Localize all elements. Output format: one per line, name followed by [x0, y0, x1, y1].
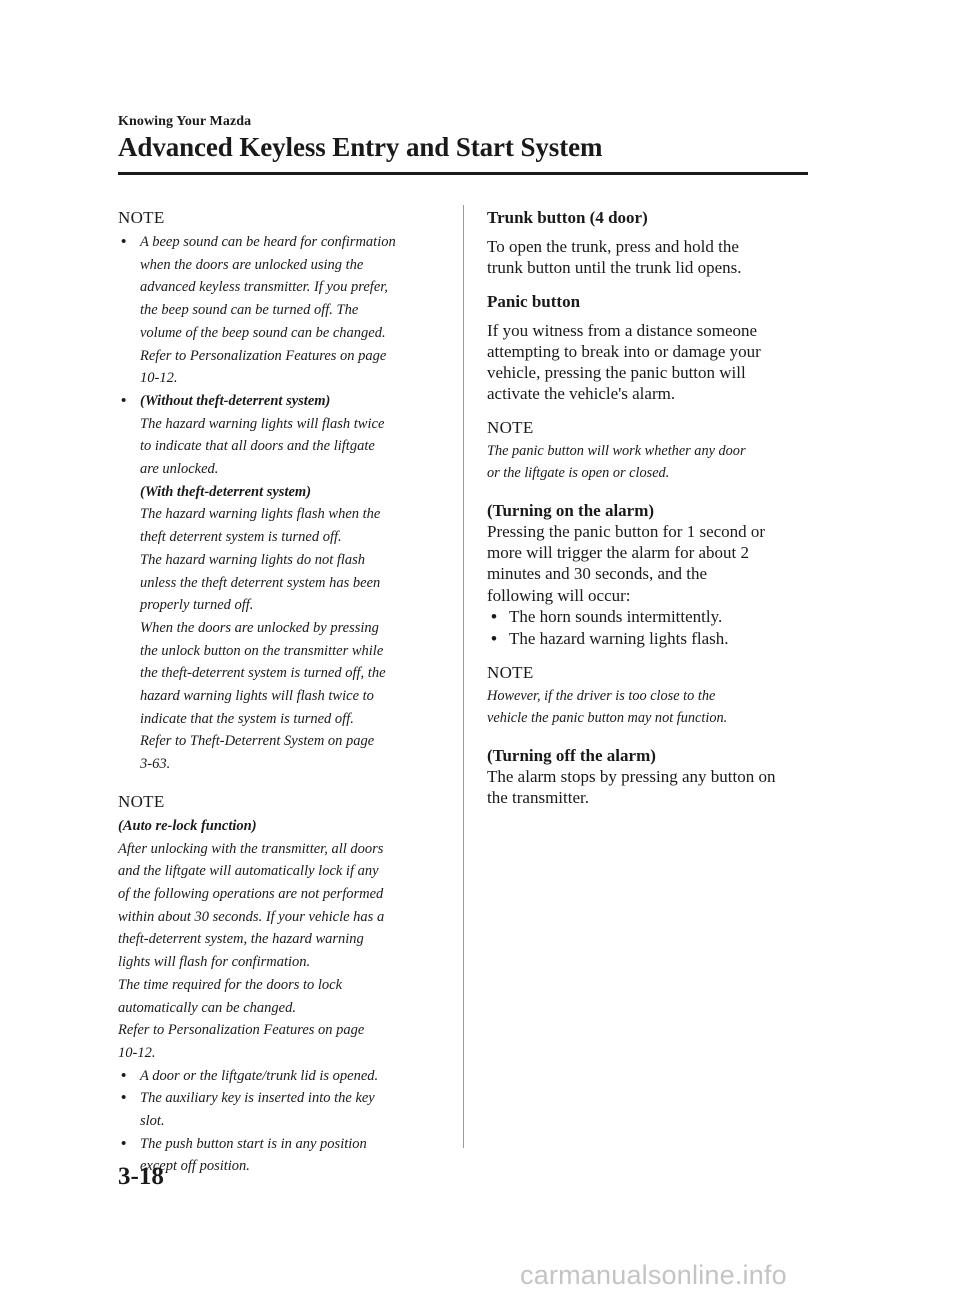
note-line: The hazard warning lights will flash twice	[140, 415, 385, 432]
column-divider	[463, 205, 464, 1148]
note-line: unless the theft deterrent system has been	[140, 574, 381, 591]
note-line: Refer to Personalization Features on page	[140, 347, 387, 364]
note-line: except off position.	[140, 1158, 250, 1175]
text-line: If you witness from a distance someone	[487, 320, 758, 340]
note-heading: NOTE	[487, 417, 534, 437]
note-heading: NOTE	[118, 208, 165, 227]
note-line: • The push button start is in any position	[140, 1135, 367, 1152]
note-line: the unlock button on the transmitter while	[140, 642, 384, 659]
note-line: advanced keyless transmitter. If you prefer,	[140, 279, 388, 296]
note-driver-too-close	[487, 663, 817, 729]
note-line: slot.	[140, 1113, 165, 1130]
watermark: carmanualsonline.info	[520, 1260, 787, 1290]
note-item	[118, 1065, 448, 1088]
text-line: Pressing the panic button for 1 second or	[487, 521, 766, 541]
alarm-off-heading: (Turning off the alarm)	[487, 745, 656, 765]
note-line: indicate that the system is turned off.	[140, 710, 354, 727]
note-line: automatically can be changed.	[118, 999, 296, 1016]
alarm-effects-list	[487, 606, 817, 650]
note-item	[118, 1087, 448, 1132]
note-line: 10-12.	[140, 370, 178, 387]
note-line: of the following operations are not performed	[118, 885, 384, 902]
right-column	[487, 208, 817, 822]
note-line: hazard warning lights will flash twice to	[140, 688, 374, 705]
note-subheading: (Auto re-lock function)	[118, 817, 257, 834]
note-heading: NOTE	[118, 791, 165, 811]
alarm-effect-hazard: • The hazard warning lights flash.	[487, 628, 817, 650]
note-line: The hazard warning lights flash when the	[140, 506, 381, 523]
note-line: The time required for the doors to lock	[118, 976, 343, 993]
note-line: and the liftgate will automatically lock if any	[118, 863, 379, 880]
trunk-button-heading: Trunk button (4 door)	[487, 208, 648, 227]
text-line: minutes and 30 seconds, and the	[487, 564, 708, 584]
note-line: When the doors are unlocked by pressing	[140, 619, 379, 636]
note-line: The panic button will work whether any door	[487, 442, 746, 459]
page-title: Advanced Keyless Entry and Start System	[118, 132, 603, 162]
text-line: the transmitter.	[487, 788, 589, 808]
note-line: • The auxiliary key is inserted into the key	[140, 1090, 375, 1107]
note-line: 10-12.	[118, 1044, 156, 1061]
note-heading: NOTE	[487, 662, 534, 682]
alarm-on-heading: (Turning on the alarm)	[487, 500, 655, 520]
panic-button-heading: Panic button	[487, 291, 581, 311]
note-line: • A beep sound can be heard for confirmation	[140, 234, 396, 250]
note-list	[118, 1065, 448, 1179]
alarm-on-text	[487, 521, 817, 606]
alarm-effect-horn: • The horn sounds intermittently.	[487, 606, 817, 628]
note-line: lights will flash for confirmation.	[118, 954, 311, 971]
text-line: The alarm stops by pressing any button on	[487, 766, 776, 786]
note-item-hazard	[118, 390, 448, 776]
left-column	[118, 208, 448, 1194]
note-auto-relock	[118, 792, 448, 1178]
note-line: vehicle the panic button may not function.	[487, 709, 728, 726]
note-panic-any-door	[487, 418, 817, 484]
note-line: Refer to Personalization Features on page	[118, 1022, 365, 1039]
text-line: attempting to break into or damage your	[487, 341, 761, 361]
note-line: or the liftgate is open or closed.	[487, 464, 670, 481]
section-label: Knowing Your Mazda	[118, 114, 252, 129]
note-line: when the doors are unlocked using the	[140, 256, 364, 273]
note-line: However, if the driver is too close to the	[487, 687, 716, 704]
note-beep-hazard	[118, 208, 448, 776]
note-line: Refer to Theft-Deterrent System on page	[140, 733, 375, 750]
text-line: vehicle, pressing the panic button will	[487, 363, 746, 383]
text-line: following will occur:	[487, 585, 631, 605]
title-rule	[118, 172, 808, 175]
note-item-beep	[118, 231, 448, 390]
trunk-button-text	[487, 236, 817, 279]
text-line: To open the trunk, press and hold the	[487, 237, 739, 256]
note-line: within about 30 seconds. If your vehicle has a	[118, 908, 385, 925]
page-number: 3-18	[118, 1163, 164, 1190]
text-line: trunk button until the trunk lid opens.	[487, 258, 742, 278]
note-line: the theft-deterrent system is turned off, the	[140, 665, 386, 682]
note-line: properly turned off.	[140, 597, 254, 614]
note-line: • A door or the liftgate/trunk lid is opened.	[140, 1067, 379, 1084]
note-line: theft deterrent system is turned off.	[140, 529, 342, 546]
note-line: The hazard warning lights do not flash	[140, 551, 366, 568]
note-item	[118, 1133, 448, 1178]
note-line: to indicate that all doors and the liftgate	[140, 438, 375, 455]
note-subheading: (With theft-deterrent system)	[140, 483, 312, 500]
note-line: After unlocking with the transmitter, all doors	[118, 840, 384, 857]
note-line: 3-63.	[140, 756, 171, 773]
note-line: theft-deterrent system, the hazard warning	[118, 931, 364, 948]
note-list	[118, 231, 448, 776]
alarm-off-text	[487, 766, 817, 809]
panic-button-text	[487, 320, 817, 405]
text-line: more will trigger the alarm for about 2	[487, 543, 749, 563]
note-line: the beep sound can be turned off. The	[140, 302, 359, 319]
note-line: volume of the beep sound can be changed.	[140, 324, 386, 341]
text-line: activate the vehicle's alarm.	[487, 384, 676, 404]
note-subheading: • (Without theft-deterrent system)	[140, 392, 331, 409]
note-line: are unlocked.	[140, 461, 219, 478]
